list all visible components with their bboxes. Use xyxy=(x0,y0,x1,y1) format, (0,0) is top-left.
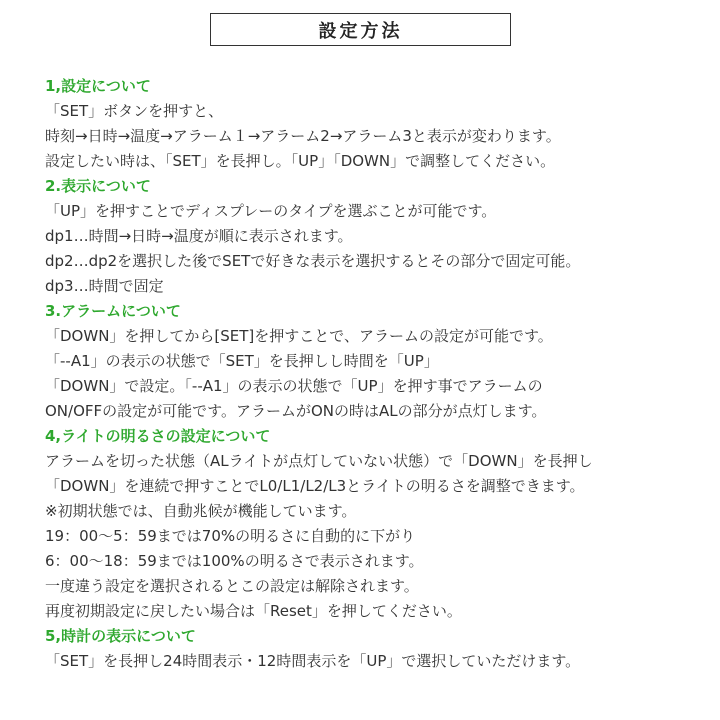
section-heading: 4,ライトの明るさの設定について xyxy=(45,427,271,445)
page-title: 設定方法 xyxy=(210,13,511,46)
text-line: 「SET」ボタンを押すと、 xyxy=(45,102,224,120)
section-display xyxy=(45,174,715,299)
text-line: dp2…dp2を選択した後でSETで好きな表示を選択するとその部分で固定可能。 xyxy=(45,252,581,270)
text-line: 再度初期設定に戻したい場合は「Reset」を押してください。 xyxy=(45,602,462,620)
section-heading: 3.アラームについて xyxy=(45,302,181,320)
section-heading: 1,設定について xyxy=(45,77,151,95)
section-heading: 5,時計の表示について xyxy=(45,627,196,645)
section-alarm xyxy=(45,299,715,424)
text-line: ※初期状態では、自動兆候が機能しています。 xyxy=(45,502,357,520)
text-line: アラームを切った状態（ALライトが点灯していない状態）で「DOWN」を長押し xyxy=(45,452,593,470)
text-line: 設定したい時は、「SET」を長押し。「UP」「DOWN」で調整してください。 xyxy=(45,152,556,170)
text-line: 一度違う設定を選択されるとこの設定は解除されます。 xyxy=(45,577,419,595)
instructions-content xyxy=(45,74,715,674)
text-line: 「DOWN」で設定。「--A1」の表示の状態で「UP」を押す事でアラームの xyxy=(45,377,543,395)
section-heading: 2.表示について xyxy=(45,177,151,195)
text-line: 「SET」を長押し24時間表示・12時間表示を「UP」で選択していただけます。 xyxy=(45,652,581,670)
text-line: 6：00〜18：59までは100%の明るさで表示されます。 xyxy=(45,552,424,570)
text-line: 「--A1」の表示の状態で「SET」を長押しし時間を「UP」 xyxy=(45,352,439,370)
text-line: 「DOWN」を押してから[SET]を押すことで、アラームの設定が可能です。 xyxy=(45,327,553,345)
text-line: 時刻→日時→温度→アラーム１→アラーム2→アラーム3と表示が変わります。 xyxy=(45,127,561,145)
text-line: 「UP」を押すことでディスプレーのタイプを選ぶことが可能です。 xyxy=(45,202,497,220)
section-light-brightness xyxy=(45,424,715,624)
section-settings xyxy=(45,74,715,174)
text-line: 「DOWN」を連続で押すことでL0/L1/L2/L3とライトの明るさを調整できます。 xyxy=(45,477,585,495)
text-line: 19：00〜5：59までは70%の明るさに自動的に下がり xyxy=(45,527,416,545)
section-clock-display xyxy=(45,624,715,674)
text-line: dp1…時間→日時→温度が順に表示されます。 xyxy=(45,227,353,245)
text-line: dp3…時間で固定 xyxy=(45,277,164,295)
text-line: ON/OFFの設定が可能です。アラームがONの時はALの部分が点灯します。 xyxy=(45,402,547,420)
